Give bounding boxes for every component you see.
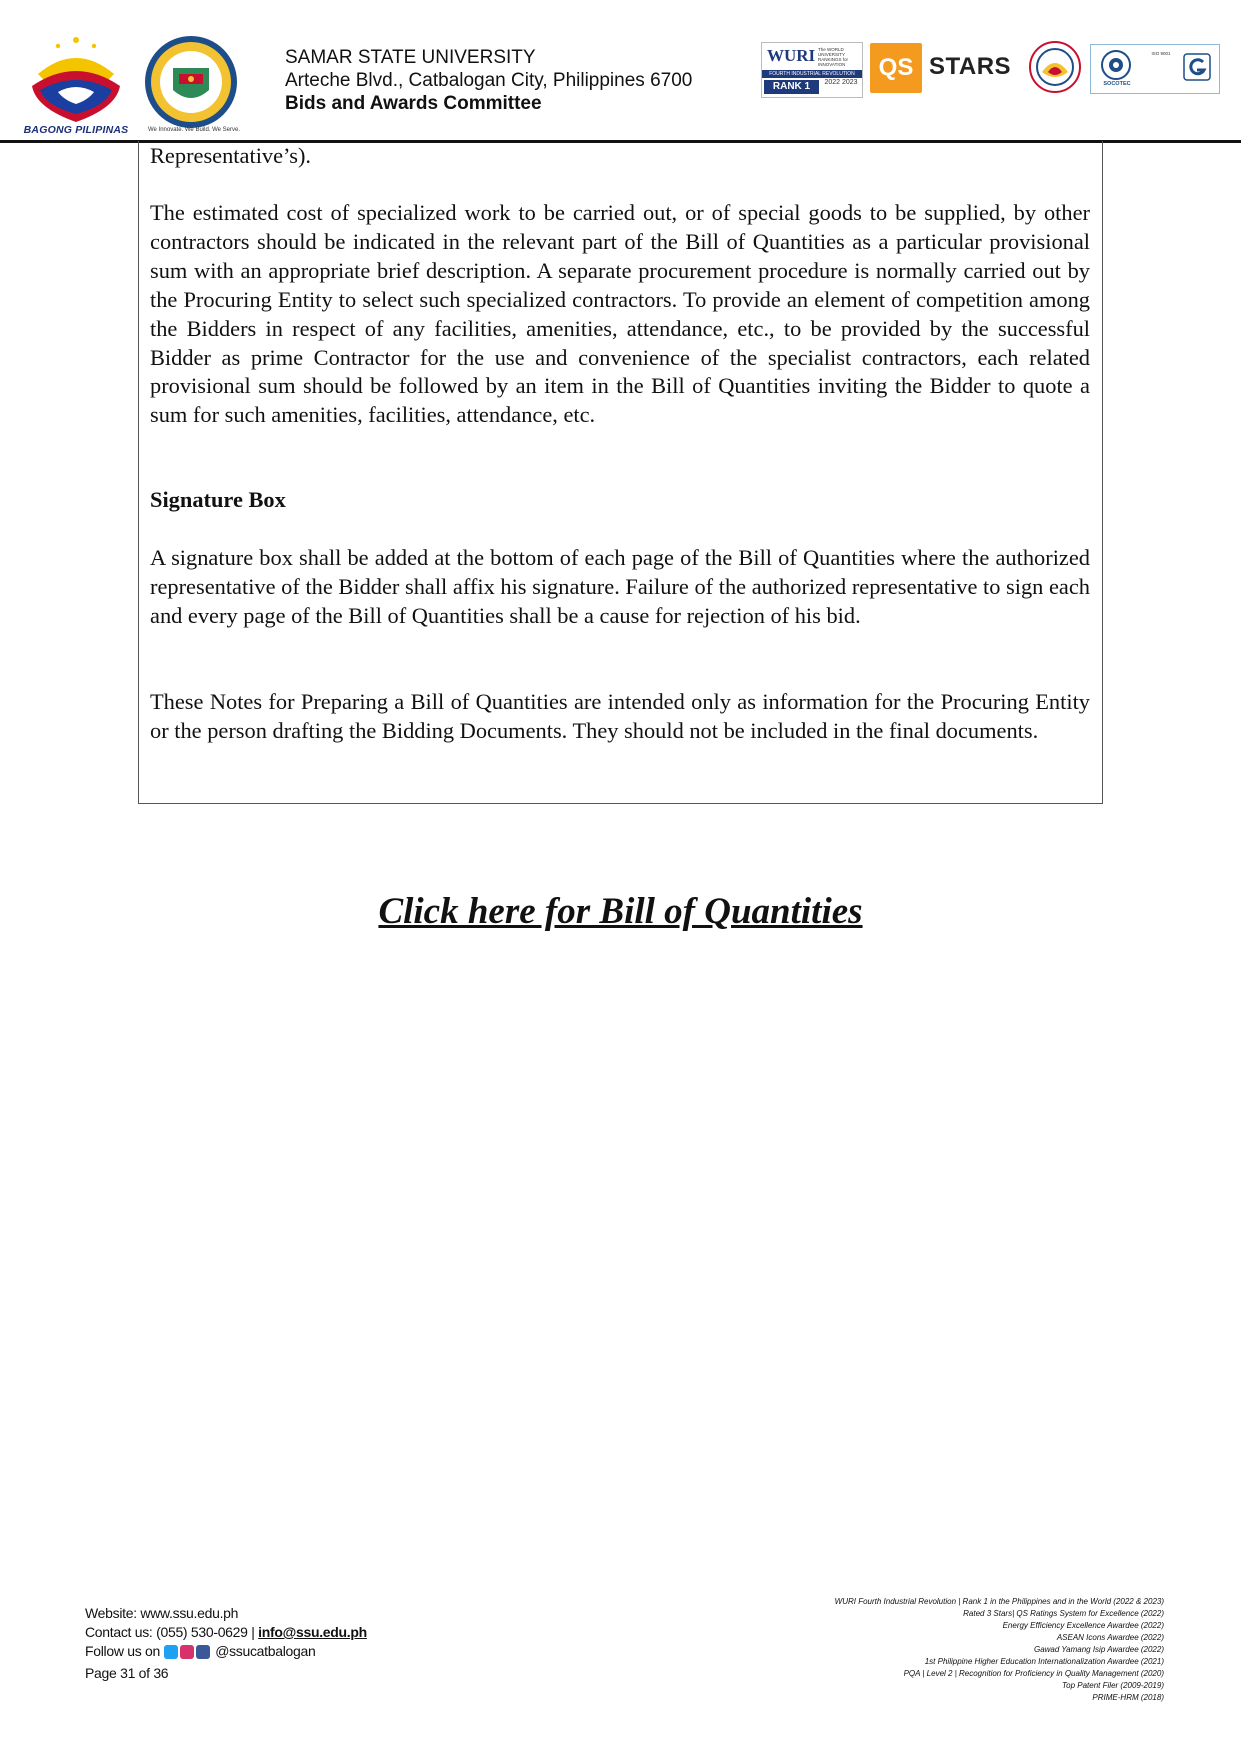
ssu-tagline: We Innovate. We Build. We Serve. xyxy=(147,127,241,133)
award-item: Rated 3 Stars| QS Ratings System for Excellence (2022) xyxy=(963,1609,1164,1618)
university-address: Arteche Blvd., Catbalogan City, Philippines 6700 xyxy=(285,70,693,91)
award-item: Gawad Yamang Isip Awardee (2022) xyxy=(1033,1645,1164,1654)
footer-contact xyxy=(85,1604,367,1683)
office-name: Bids and Awards Committee xyxy=(285,93,542,114)
page-header xyxy=(0,0,1241,145)
footer-phone: Contact us: (055) 530-0629 | xyxy=(85,1624,259,1640)
wuri-subtitle: The WORLD UNIVERSITY RANKINGS for INNOVATION xyxy=(818,47,849,67)
footer-follow-line xyxy=(85,1642,367,1664)
instagram-icon[interactable] xyxy=(180,1645,194,1659)
footer-follow-label: Follow us on xyxy=(85,1643,160,1659)
twitter-icon[interactable] xyxy=(164,1645,178,1659)
g-cert-icon xyxy=(1183,53,1211,81)
wuri-band: FOURTH INDUSTRIAL REVOLUTION xyxy=(762,70,862,78)
award-item: Energy Efficiency Excellence Awardee (2022) xyxy=(1002,1621,1164,1630)
wuri-badge xyxy=(761,42,863,98)
award-item: 1st Philippine Higher Education Internationalization Awardee (2021) xyxy=(924,1657,1164,1666)
award-seal-icon xyxy=(1028,40,1082,94)
footer-awards xyxy=(704,1596,1164,1704)
facebook-icon[interactable] xyxy=(196,1645,210,1659)
socotec-label: SOCOTEC xyxy=(1103,81,1131,87)
ssu-seal xyxy=(143,34,239,130)
organization-block xyxy=(285,46,692,115)
paragraph-signature-box: A signature box shall be added at the bottom of each page of the Bill of Quantities where the authorized representative of the Bidder shall affix his signature. Failure of the authorized representative to sign each and every page of the Bill of Quantities shall be a cause for rejection of his bid. xyxy=(150,545,1090,628)
wuri-rank: RANK 1 xyxy=(764,80,819,94)
iso-certification-badge xyxy=(1090,44,1220,94)
award-item: WURI Fourth Industrial Revolution | Rank 1 in the Philippines and in the World (2022 & 2023) xyxy=(834,1597,1164,1606)
award-item: Top Patent Filer (2009-2019) xyxy=(1062,1681,1164,1690)
bagong-pilipinas-logo xyxy=(18,34,134,138)
award-item: ASEAN Icons Awardee (2022) xyxy=(1056,1633,1164,1642)
qs-logo: QS xyxy=(870,43,922,93)
footer-website: Website: www.ssu.edu.ph xyxy=(85,1605,239,1621)
footer-contact-line xyxy=(85,1623,367,1642)
wuri-years: 2022 2023 xyxy=(824,79,858,86)
signature-box-heading: Signature Box xyxy=(150,487,286,512)
paragraph-provisional-sums: The estimated cost of specialized work to be carried out, or of special goods to be supplied, by other contractors should be indicated in the relevant part of the Bill of Quantities as a particular provisional sum with an appropriate brief description. A separate procurement procedure is normally carried out by the Procuring Entity to select such specialized contractors. To provide an element of competition among the Bidders in respect of any facilities, amenities, attendance, etc., to be provided by the successful Bidder as prime Contractor for the use and convenience of the specialist contractors, each related provisional sum should be followed by an item in the Bill of Quantities inviting the Bidder to quote a sum for such amenities, facilities, attendance, etc. xyxy=(150,200,1090,428)
award-item: PQA | Level 2 | Recognition for Proficiency in Quality Management (2020) xyxy=(903,1669,1164,1678)
wuri-name: WURI xyxy=(767,46,816,65)
bagong-pilipinas-text: BAGONG PILIPINAS xyxy=(23,124,129,136)
social-icons xyxy=(164,1645,212,1664)
paragraph-notes-disclaimer: These Notes for Preparing a Bill of Quantities are intended only as information for the Procuring Entity or the person drafting the Bidding Documents. They should not be included in the final documents. xyxy=(150,689,1090,743)
iso-standard: ISO 9001 xyxy=(1151,51,1171,56)
footer-handle: @ssucatbalogan xyxy=(215,1643,316,1659)
university-name: SAMAR STATE UNIVERSITY xyxy=(285,47,536,68)
page-number: Page 31 of 36 xyxy=(85,1665,169,1681)
footer-email-link[interactable]: info@ssu.edu.ph xyxy=(258,1624,367,1640)
bill-of-quantities-link[interactable]: Click here for Bill of Quantities xyxy=(378,891,863,932)
qs-stars-text: STARS xyxy=(929,53,1012,80)
paragraph-continuation: Representative’s). xyxy=(150,143,312,168)
award-item: PRIME-HRM (2018) xyxy=(1092,1693,1164,1702)
